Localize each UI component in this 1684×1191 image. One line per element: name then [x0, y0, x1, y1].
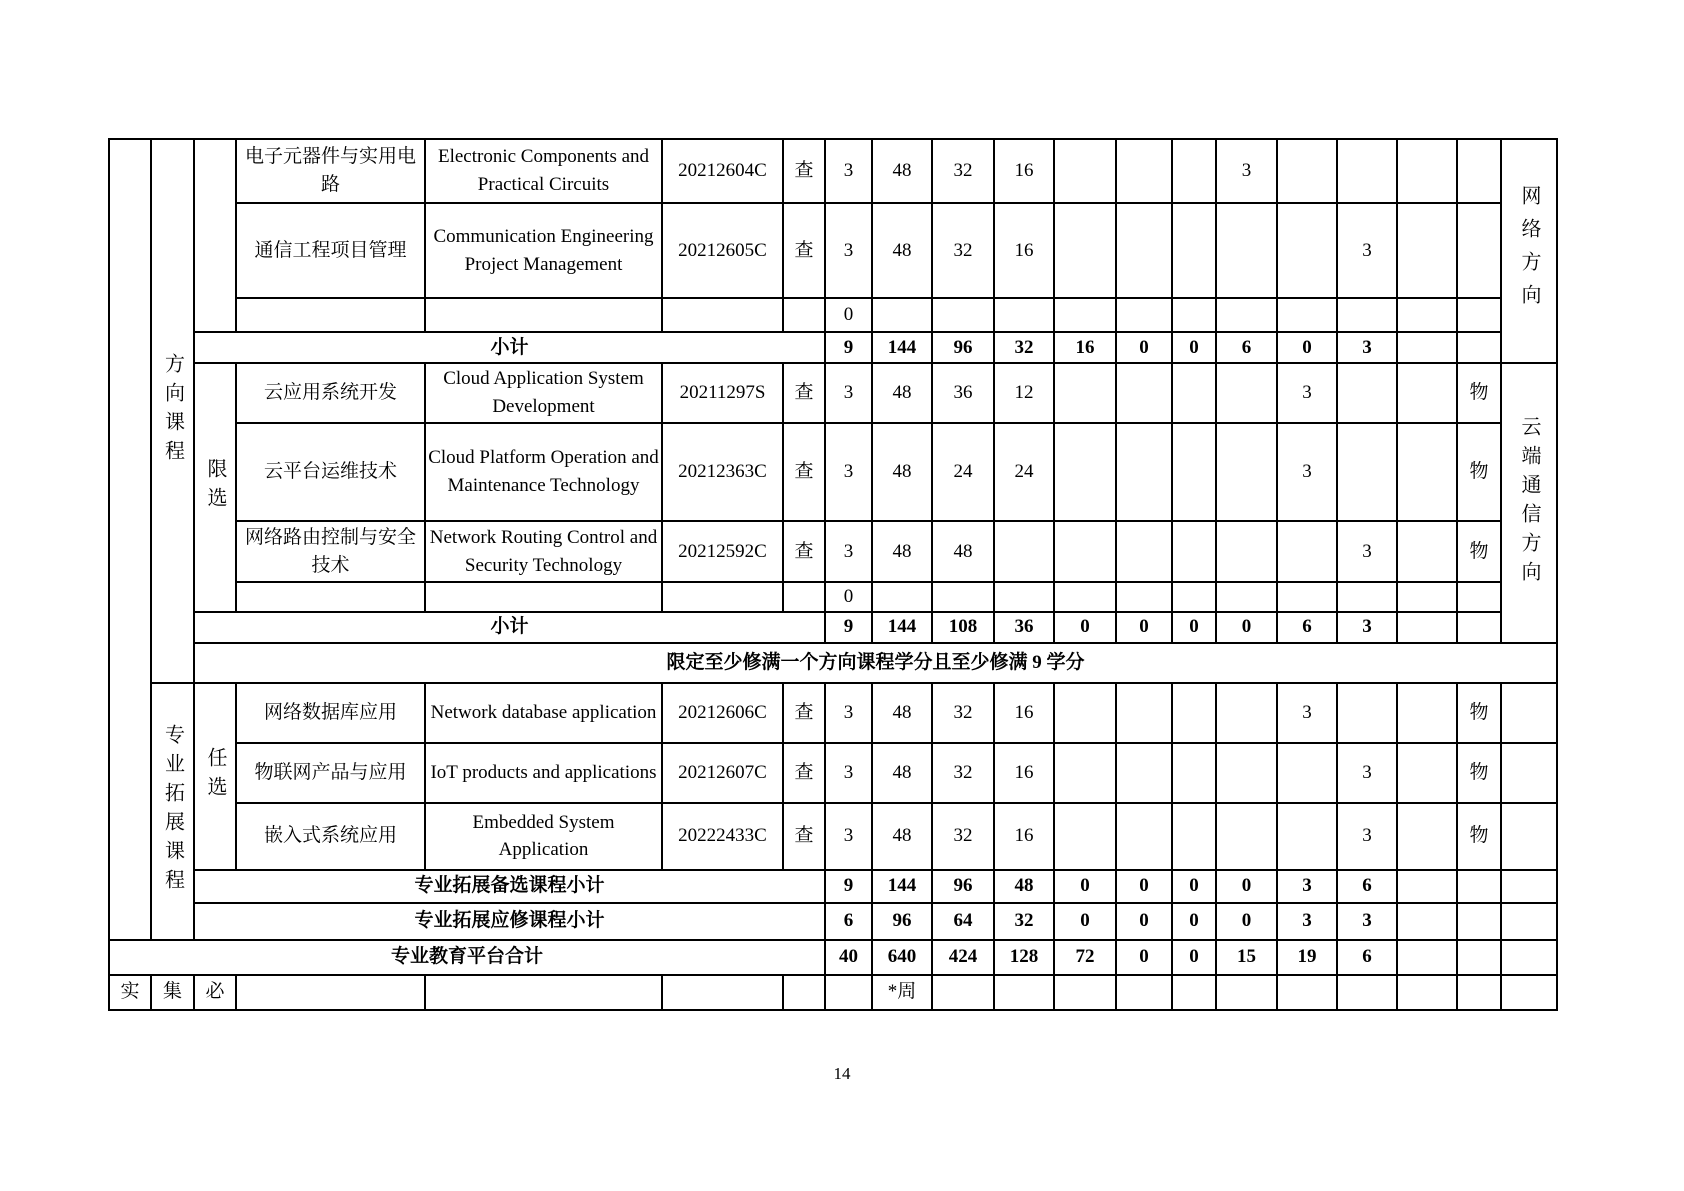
direction-cell-empty: [1501, 683, 1557, 743]
semester-cell: 0: [1172, 332, 1216, 363]
direction-cell-empty: [1501, 870, 1557, 903]
semester-cell: [1116, 683, 1172, 743]
module-cell: 集: [151, 975, 194, 1010]
note-cell: [1457, 332, 1501, 363]
semester-cell: [1172, 363, 1216, 423]
direction-label-cloud: 云端通信方向: [1518, 415, 1540, 590]
semester-cell: [1172, 803, 1216, 870]
total-hours-cell: [872, 582, 932, 612]
direction-label-network-cell: [1501, 139, 1557, 363]
course-name-en-empty: [425, 975, 662, 1010]
total-hours-cell: 640: [872, 940, 932, 975]
semester-cell: 3: [1337, 612, 1397, 643]
restriction-row: [109, 643, 1557, 683]
semester-cell: [1116, 423, 1172, 521]
semester-cell: 0: [1216, 612, 1277, 643]
note-cell: [1457, 975, 1501, 1010]
total-hours-cell: 48: [872, 743, 932, 803]
semester-cell: [1277, 582, 1337, 612]
table-row: [109, 203, 1557, 298]
semester-cell: [1216, 521, 1277, 582]
hours-cell: [1054, 683, 1116, 743]
semester-cell: [1116, 803, 1172, 870]
semester-cell: 0: [1116, 332, 1172, 363]
semester-cell: [1397, 521, 1457, 582]
exam-type-cell: 查: [783, 139, 825, 203]
practice-hours-cell: 16: [994, 803, 1054, 870]
hours-cell: [1054, 582, 1116, 612]
semester-cell: 3: [1216, 139, 1277, 203]
semester-cell: 0: [1116, 940, 1172, 975]
selection-type-elective-cell: [194, 683, 236, 870]
credits-cell: 3: [825, 803, 872, 870]
subtotal-row: [109, 612, 1557, 643]
theory-hours-cell: 108: [932, 612, 994, 643]
theory-hours-cell: 24: [932, 423, 994, 521]
total-hours-cell: 48: [872, 683, 932, 743]
hours-cell: 16: [1054, 332, 1116, 363]
semester-cell: [1172, 139, 1216, 203]
practice-hours-cell: 16: [994, 743, 1054, 803]
practice-hours-cell: [994, 298, 1054, 332]
table-row: [109, 803, 1557, 870]
semester-cell: 0: [1216, 870, 1277, 903]
course-code: 20211297S: [662, 363, 783, 423]
semester-cell: 0: [1116, 870, 1172, 903]
semester-cell: [1277, 521, 1337, 582]
restriction-note: 限定至少修满一个方向课程学分且至少修满 9 学分: [194, 643, 1557, 683]
total-hours-cell: 48: [872, 203, 932, 298]
theory-hours-cell: 96: [932, 870, 994, 903]
credits-cell: 3: [825, 521, 872, 582]
course-name-cn: 网络路由控制与安全技术: [236, 521, 425, 582]
semester-cell: 3: [1337, 903, 1397, 940]
note-cell: [1457, 612, 1501, 643]
semester-cell: [1116, 203, 1172, 298]
semester-cell: 15: [1216, 940, 1277, 975]
selection-type-restricted-label: 限选: [204, 458, 226, 517]
course-name-en: Network Routing Control and Security Technology: [425, 521, 662, 582]
theory-hours-cell: [932, 582, 994, 612]
note-cell: 物: [1457, 743, 1501, 803]
exam-type-cell: 查: [783, 803, 825, 870]
total-hours-cell: 48: [872, 363, 932, 423]
theory-hours-cell: [932, 975, 994, 1010]
semester-cell: [1277, 803, 1337, 870]
total-hours-cell: [872, 298, 932, 332]
theory-hours-cell: 424: [932, 940, 994, 975]
semester-cell: [1216, 203, 1277, 298]
total-hours-cell: 144: [872, 612, 932, 643]
note-cell: 物: [1457, 521, 1501, 582]
practice-hours-cell: 16: [994, 683, 1054, 743]
total-hours-cell: 48: [872, 139, 932, 203]
semester-cell: [1216, 363, 1277, 423]
semester-cell: [1172, 298, 1216, 332]
practice-hours-cell: 16: [994, 203, 1054, 298]
semester-cell: [1337, 298, 1397, 332]
total-hours-cell: 48: [872, 423, 932, 521]
semester-cell: 0: [1172, 870, 1216, 903]
semester-cell: [1172, 423, 1216, 521]
semester-cell: 6: [1216, 332, 1277, 363]
course-code: 20212606C: [662, 683, 783, 743]
selection-type-cell-empty: [194, 139, 236, 332]
semester-cell: [1397, 803, 1457, 870]
direction-cell-empty: [1501, 903, 1557, 940]
total-hours-cell: 48: [872, 521, 932, 582]
course-name-en-empty: [425, 298, 662, 332]
course-code-empty: [662, 975, 783, 1010]
course-name-cn: 云应用系统开发: [236, 363, 425, 423]
semester-cell: 0: [1172, 612, 1216, 643]
course-code: 20212592C: [662, 521, 783, 582]
platform-column-cell: [109, 139, 151, 940]
note-cell: [1457, 582, 1501, 612]
semester-cell: [1216, 803, 1277, 870]
semester-cell: [1397, 139, 1457, 203]
credits-cell: 3: [825, 203, 872, 298]
credits-cell: 9: [825, 332, 872, 363]
course-name-en: Electronic Components and Practical Circuits: [425, 139, 662, 203]
course-name-cn: 嵌入式系统应用: [236, 803, 425, 870]
semester-cell: [1277, 203, 1337, 298]
total-hours-cell: 144: [872, 332, 932, 363]
table-row: [109, 683, 1557, 743]
semester-cell: [1277, 743, 1337, 803]
semester-cell: [1337, 975, 1397, 1010]
theory-hours-cell: 48: [932, 521, 994, 582]
course-code: 20212605C: [662, 203, 783, 298]
semester-cell: [1397, 363, 1457, 423]
semester-cell: [1172, 683, 1216, 743]
practice-hours-cell: [994, 975, 1054, 1010]
course-name-cn: 通信工程项目管理: [236, 203, 425, 298]
total-hours-cell: 144: [872, 870, 932, 903]
credits-cell: 3: [825, 743, 872, 803]
hours-cell: [1054, 423, 1116, 521]
credits-cell: 6: [825, 903, 872, 940]
semester-cell: [1397, 612, 1457, 643]
course-name-en: Cloud Platform Operation and Maintenance Technology: [425, 423, 662, 521]
practice-platform-row: [109, 975, 1557, 1010]
course-name-en: IoT products and applications: [425, 743, 662, 803]
credits-cell: [825, 975, 872, 1010]
table-row: [109, 423, 1557, 521]
credits-cell: 40: [825, 940, 872, 975]
course-name-cn-empty: [236, 582, 425, 612]
semester-cell: 19: [1277, 940, 1337, 975]
note-cell: [1457, 203, 1501, 298]
note-cell: 物: [1457, 803, 1501, 870]
semester-cell: [1337, 423, 1397, 521]
exam-type-cell: 查: [783, 203, 825, 298]
semester-cell: [1116, 139, 1172, 203]
semester-cell: [1116, 298, 1172, 332]
semester-cell: 0: [1172, 940, 1216, 975]
subtotal-row: [109, 870, 1557, 903]
direction-label-network: 网络方向: [1518, 185, 1540, 317]
practice-hours-cell: 36: [994, 612, 1054, 643]
hours-cell: 72: [1054, 940, 1116, 975]
note-cell: 物: [1457, 363, 1501, 423]
course-name-en: Communication Engineering Project Management: [425, 203, 662, 298]
subtotal-row: [109, 332, 1557, 363]
theory-hours-cell: 32: [932, 743, 994, 803]
course-code-empty: [662, 582, 783, 612]
semester-cell: [1397, 423, 1457, 521]
semester-cell: 6: [1337, 940, 1397, 975]
semester-cell: [1216, 298, 1277, 332]
semester-cell: [1397, 975, 1457, 1010]
note-cell: 物: [1457, 683, 1501, 743]
hours-cell: 0: [1054, 903, 1116, 940]
semester-cell: [1116, 743, 1172, 803]
semester-cell: [1397, 203, 1457, 298]
exam-type-cell: 查: [783, 363, 825, 423]
table-row: [109, 521, 1557, 582]
semester-cell: 0: [1116, 612, 1172, 643]
semester-cell: 3: [1277, 363, 1337, 423]
course-code: 20212607C: [662, 743, 783, 803]
subtotal-row: [109, 903, 1557, 940]
hours-cell: 0: [1054, 612, 1116, 643]
selection-type-elective-label: 任选: [204, 747, 226, 806]
course-name-en: Embedded System Application: [425, 803, 662, 870]
semester-cell: [1216, 423, 1277, 521]
theory-hours-cell: 32: [932, 203, 994, 298]
semester-cell: 3: [1337, 332, 1397, 363]
credits-cell: 3: [825, 139, 872, 203]
semester-cell: [1397, 298, 1457, 332]
direction-cell-empty: [1501, 975, 1557, 1010]
exam-type-cell: 查: [783, 683, 825, 743]
semester-cell: 3: [1277, 423, 1337, 521]
semester-cell: [1337, 582, 1397, 612]
direction-label-cloud-cell: [1501, 363, 1557, 643]
practice-hours-cell: 128: [994, 940, 1054, 975]
semester-cell: 0: [1277, 332, 1337, 363]
semester-cell: 3: [1337, 521, 1397, 582]
semester-cell: 3: [1277, 870, 1337, 903]
module-direction-courses-cell: [151, 139, 194, 683]
hours-cell: [1054, 298, 1116, 332]
course-name-cn: 电子元器件与实用电路: [236, 139, 425, 203]
theory-hours-cell: [932, 298, 994, 332]
course-code: 20212604C: [662, 139, 783, 203]
semester-cell: [1172, 203, 1216, 298]
direction-cell-empty: [1501, 803, 1557, 870]
semester-cell: [1277, 975, 1337, 1010]
table-row: [109, 139, 1557, 203]
practice-hours-cell: 16: [994, 139, 1054, 203]
semester-cell: [1397, 582, 1457, 612]
credits-cell: 0: [825, 298, 872, 332]
direction-cell-empty: [1501, 743, 1557, 803]
semester-cell: [1277, 139, 1337, 203]
practice-hours-cell: 48: [994, 870, 1054, 903]
semester-cell: [1116, 521, 1172, 582]
platform-practice-cell: 实: [109, 975, 151, 1010]
semester-cell: 3: [1337, 743, 1397, 803]
theory-hours-cell: 32: [932, 803, 994, 870]
semester-cell: 3: [1277, 683, 1337, 743]
semester-cell: [1337, 683, 1397, 743]
semester-cell: [1397, 903, 1457, 940]
semester-cell: [1116, 582, 1172, 612]
hours-cell: [1054, 203, 1116, 298]
semester-cell: [1172, 521, 1216, 582]
semester-cell: [1397, 870, 1457, 903]
semester-cell: 3: [1337, 203, 1397, 298]
semester-cell: [1397, 332, 1457, 363]
note-cell: [1457, 903, 1501, 940]
credits-cell: 3: [825, 423, 872, 521]
theory-hours-cell: 32: [932, 139, 994, 203]
semester-cell: 3: [1277, 903, 1337, 940]
exam-type-cell: [783, 298, 825, 332]
platform-total-row: [109, 940, 1557, 975]
credits-cell: 9: [825, 870, 872, 903]
credits-cell: 0: [825, 582, 872, 612]
course-name-en: Cloud Application System Development: [425, 363, 662, 423]
exam-type-cell: 查: [783, 521, 825, 582]
practice-hours-cell: 32: [994, 332, 1054, 363]
total-hours-cell: 96: [872, 903, 932, 940]
course-name-cn: 云平台运维技术: [236, 423, 425, 521]
course-name-cn-empty: [236, 298, 425, 332]
practice-hours-cell: 12: [994, 363, 1054, 423]
course-code: 20212363C: [662, 423, 783, 521]
practice-hours-cell: [994, 582, 1054, 612]
direction-cell-empty: [1501, 940, 1557, 975]
subtotal-label: 小计: [194, 332, 825, 363]
hours-cell: [1054, 975, 1116, 1010]
semester-cell: 6: [1277, 612, 1337, 643]
note-cell: [1457, 298, 1501, 332]
semester-cell: [1397, 940, 1457, 975]
note-cell: [1457, 940, 1501, 975]
total-hours-cell: 48: [872, 803, 932, 870]
platform-total-label: 专业教育平台合计: [109, 940, 825, 975]
selection-type-cell: 必: [194, 975, 236, 1010]
course-name-cn: 物联网产品与应用: [236, 743, 425, 803]
practice-hours-cell: [994, 521, 1054, 582]
semester-cell: [1337, 363, 1397, 423]
hours-cell: [1054, 743, 1116, 803]
semester-cell: [1397, 743, 1457, 803]
theory-hours-cell: 36: [932, 363, 994, 423]
module-expansion-courses-cell: [151, 683, 194, 940]
semester-cell: [1277, 298, 1337, 332]
practice-hours-cell: 24: [994, 423, 1054, 521]
note-cell: 物: [1457, 423, 1501, 521]
hours-cell: [1054, 521, 1116, 582]
course-code-empty: [662, 298, 783, 332]
course-name-en: Network database application: [425, 683, 662, 743]
week-unit-cell: *周: [872, 975, 932, 1010]
theory-hours-cell: 96: [932, 332, 994, 363]
hours-cell: [1054, 139, 1116, 203]
subtotal-required-label: 专业拓展应修课程小计: [194, 903, 825, 940]
semester-cell: [1172, 975, 1216, 1010]
semester-cell: [1216, 683, 1277, 743]
hours-cell: [1054, 363, 1116, 423]
subtotal-optional-label: 专业拓展备选课程小计: [194, 870, 825, 903]
hours-cell: [1054, 803, 1116, 870]
exam-type-cell: 查: [783, 423, 825, 521]
subtotal-label: 小计: [194, 612, 825, 643]
semester-cell: [1172, 743, 1216, 803]
page-number: 14: [833, 1064, 851, 1083]
module-expansion-courses-label: 专业拓展课程: [161, 724, 184, 899]
course-name-cn-empty: [236, 975, 425, 1010]
course-name-cn: 网络数据库应用: [236, 683, 425, 743]
semester-cell: [1116, 975, 1172, 1010]
semester-cell: [1116, 363, 1172, 423]
credits-cell: 3: [825, 683, 872, 743]
semester-cell: [1216, 743, 1277, 803]
exam-type-cell: [783, 582, 825, 612]
semester-cell: [1337, 139, 1397, 203]
curriculum-table: [108, 138, 1558, 1011]
semester-cell: 0: [1116, 903, 1172, 940]
theory-hours-cell: 64: [932, 903, 994, 940]
semester-cell: 3: [1337, 803, 1397, 870]
course-name-en-empty: [425, 582, 662, 612]
credits-cell: 3: [825, 363, 872, 423]
table-row-empty: [109, 582, 1557, 612]
note-cell: [1457, 870, 1501, 903]
note-cell: [1457, 139, 1501, 203]
table-row-empty: [109, 298, 1557, 332]
semester-cell: [1216, 582, 1277, 612]
semester-cell: 6: [1337, 870, 1397, 903]
course-code: 20222433C: [662, 803, 783, 870]
exam-type-cell: 查: [783, 743, 825, 803]
selection-type-restricted-cell: [194, 363, 236, 612]
theory-hours-cell: 32: [932, 683, 994, 743]
semester-cell: 0: [1172, 903, 1216, 940]
module-direction-courses-label: 方向课程: [161, 352, 184, 469]
table-row: [109, 743, 1557, 803]
semester-cell: [1172, 582, 1216, 612]
exam-type-cell: [783, 975, 825, 1010]
semester-cell: [1216, 975, 1277, 1010]
semester-cell: 0: [1216, 903, 1277, 940]
credits-cell: 9: [825, 612, 872, 643]
semester-cell: [1397, 683, 1457, 743]
table-row: [109, 363, 1557, 423]
practice-hours-cell: 32: [994, 903, 1054, 940]
hours-cell: 0: [1054, 870, 1116, 903]
